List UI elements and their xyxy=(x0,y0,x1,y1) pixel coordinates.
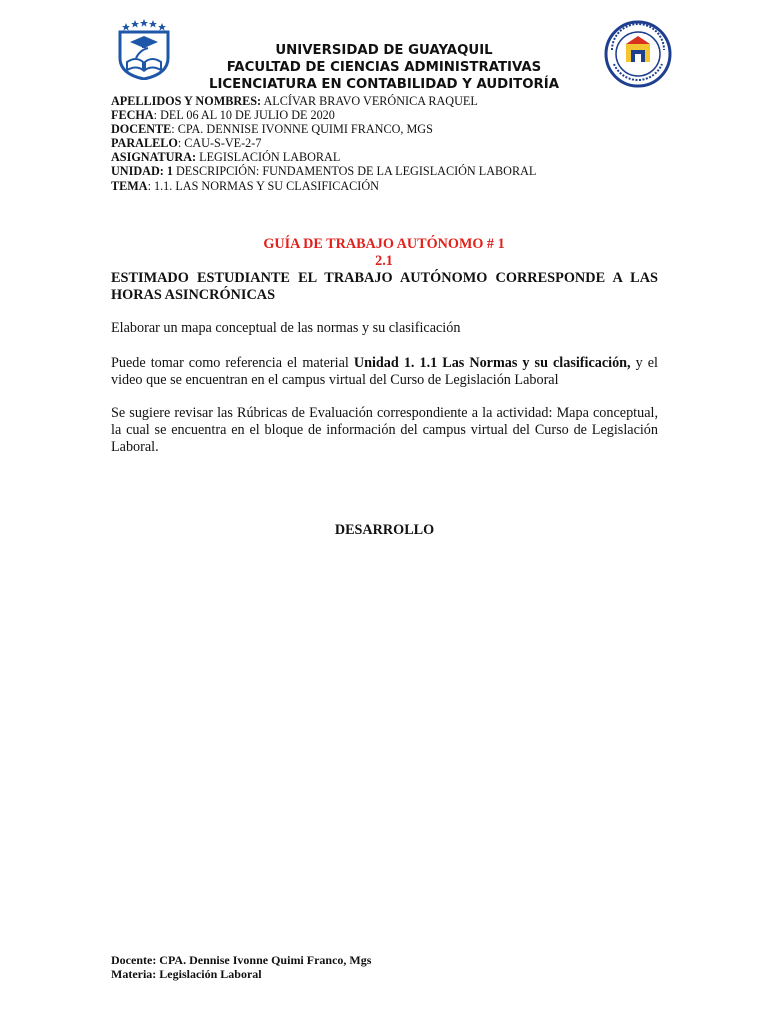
info-label: UNIDAD: 1 xyxy=(111,164,173,179)
faculty-name: FACULTAD DE CIENCIAS ADMINISTRATIVAS xyxy=(226,60,542,75)
info-label: ASIGNATURA: xyxy=(111,150,197,165)
info-label: APELLIDOS Y NOMBRES: xyxy=(111,94,262,108)
reference-material: Unidad 1. 1.1 Las Normas y su clasificación, xyxy=(353,355,631,371)
info-line xyxy=(111,136,536,150)
info-label: DOCENTE xyxy=(111,122,172,137)
footer-materia: Materia: Legislación Laboral xyxy=(111,967,262,981)
reference-paragraph xyxy=(111,355,658,389)
reference-text-end: y el video que se encuentran en el campus virtual del Curso de Legislación Laboral xyxy=(111,355,658,388)
university-name: UNIVERSIDAD DE GUAYAQUIL xyxy=(275,43,493,58)
info-value: LEGISLACIÓN LABORAL xyxy=(196,150,341,165)
info-line xyxy=(111,108,536,122)
info-value: : CPA. DENNISE IVONNE QUIMI FRANCO, MGS xyxy=(171,122,433,137)
student-info xyxy=(111,94,536,193)
info-line xyxy=(111,179,536,193)
info-label: TEMA xyxy=(111,178,148,193)
instruction-paragraph: Elaborar un mapa conceptual de las normas y su clasificación xyxy=(111,320,461,336)
info-line xyxy=(111,122,536,136)
section-heading: DESARROLLO xyxy=(334,522,435,538)
info-value: : CAU-S-VE-2-7 xyxy=(177,136,262,151)
guide-number: 2.1 xyxy=(375,253,393,269)
info-value: ALCÍVAR BRAVO VERÓNICA RAQUEL xyxy=(261,94,478,108)
student-notice: ESTIMADO ESTUDIANTE EL TRABAJO AUTÓNOMO CORRESPONDE A LAS HORAS ASINCRÓNICAS xyxy=(111,270,658,303)
info-line xyxy=(111,94,536,108)
info-value: DESCRIPCIÓN: FUNDAMENTOS DE LA LEGISLACIÓN LABORAL xyxy=(172,164,537,179)
info-label: PARALELO xyxy=(111,136,178,151)
page-footer xyxy=(111,953,371,981)
program-name: LICENCIATURA EN CONTABILIDAD Y AUDITORÍA xyxy=(208,77,559,92)
footer-docente: Docente: CPA. Dennise Ivonne Quimi Franco, Mgs xyxy=(111,953,372,967)
info-value: : 1.1. LAS NORMAS Y SU CLASIFICACIÓN xyxy=(147,178,379,193)
rubric-paragraph: Se sugiere revisar las Rúbricas de Evaluación correspondiente a la actividad: Mapa conceptual, la cual se encuentra en el bloque de información del campus virtual del Curso de Legislación Laboral. xyxy=(111,405,658,455)
info-value: : DEL 06 AL 10 DE JULIO DE 2020 xyxy=(153,108,335,123)
guide-title: GUÍA DE TRABAJO AUTÓNOMO # 1 xyxy=(263,236,505,252)
info-line xyxy=(111,150,536,164)
info-line xyxy=(111,164,536,178)
info-label: FECHA xyxy=(111,108,154,123)
reference-text: Puede tomar como referencia el material xyxy=(111,355,354,371)
